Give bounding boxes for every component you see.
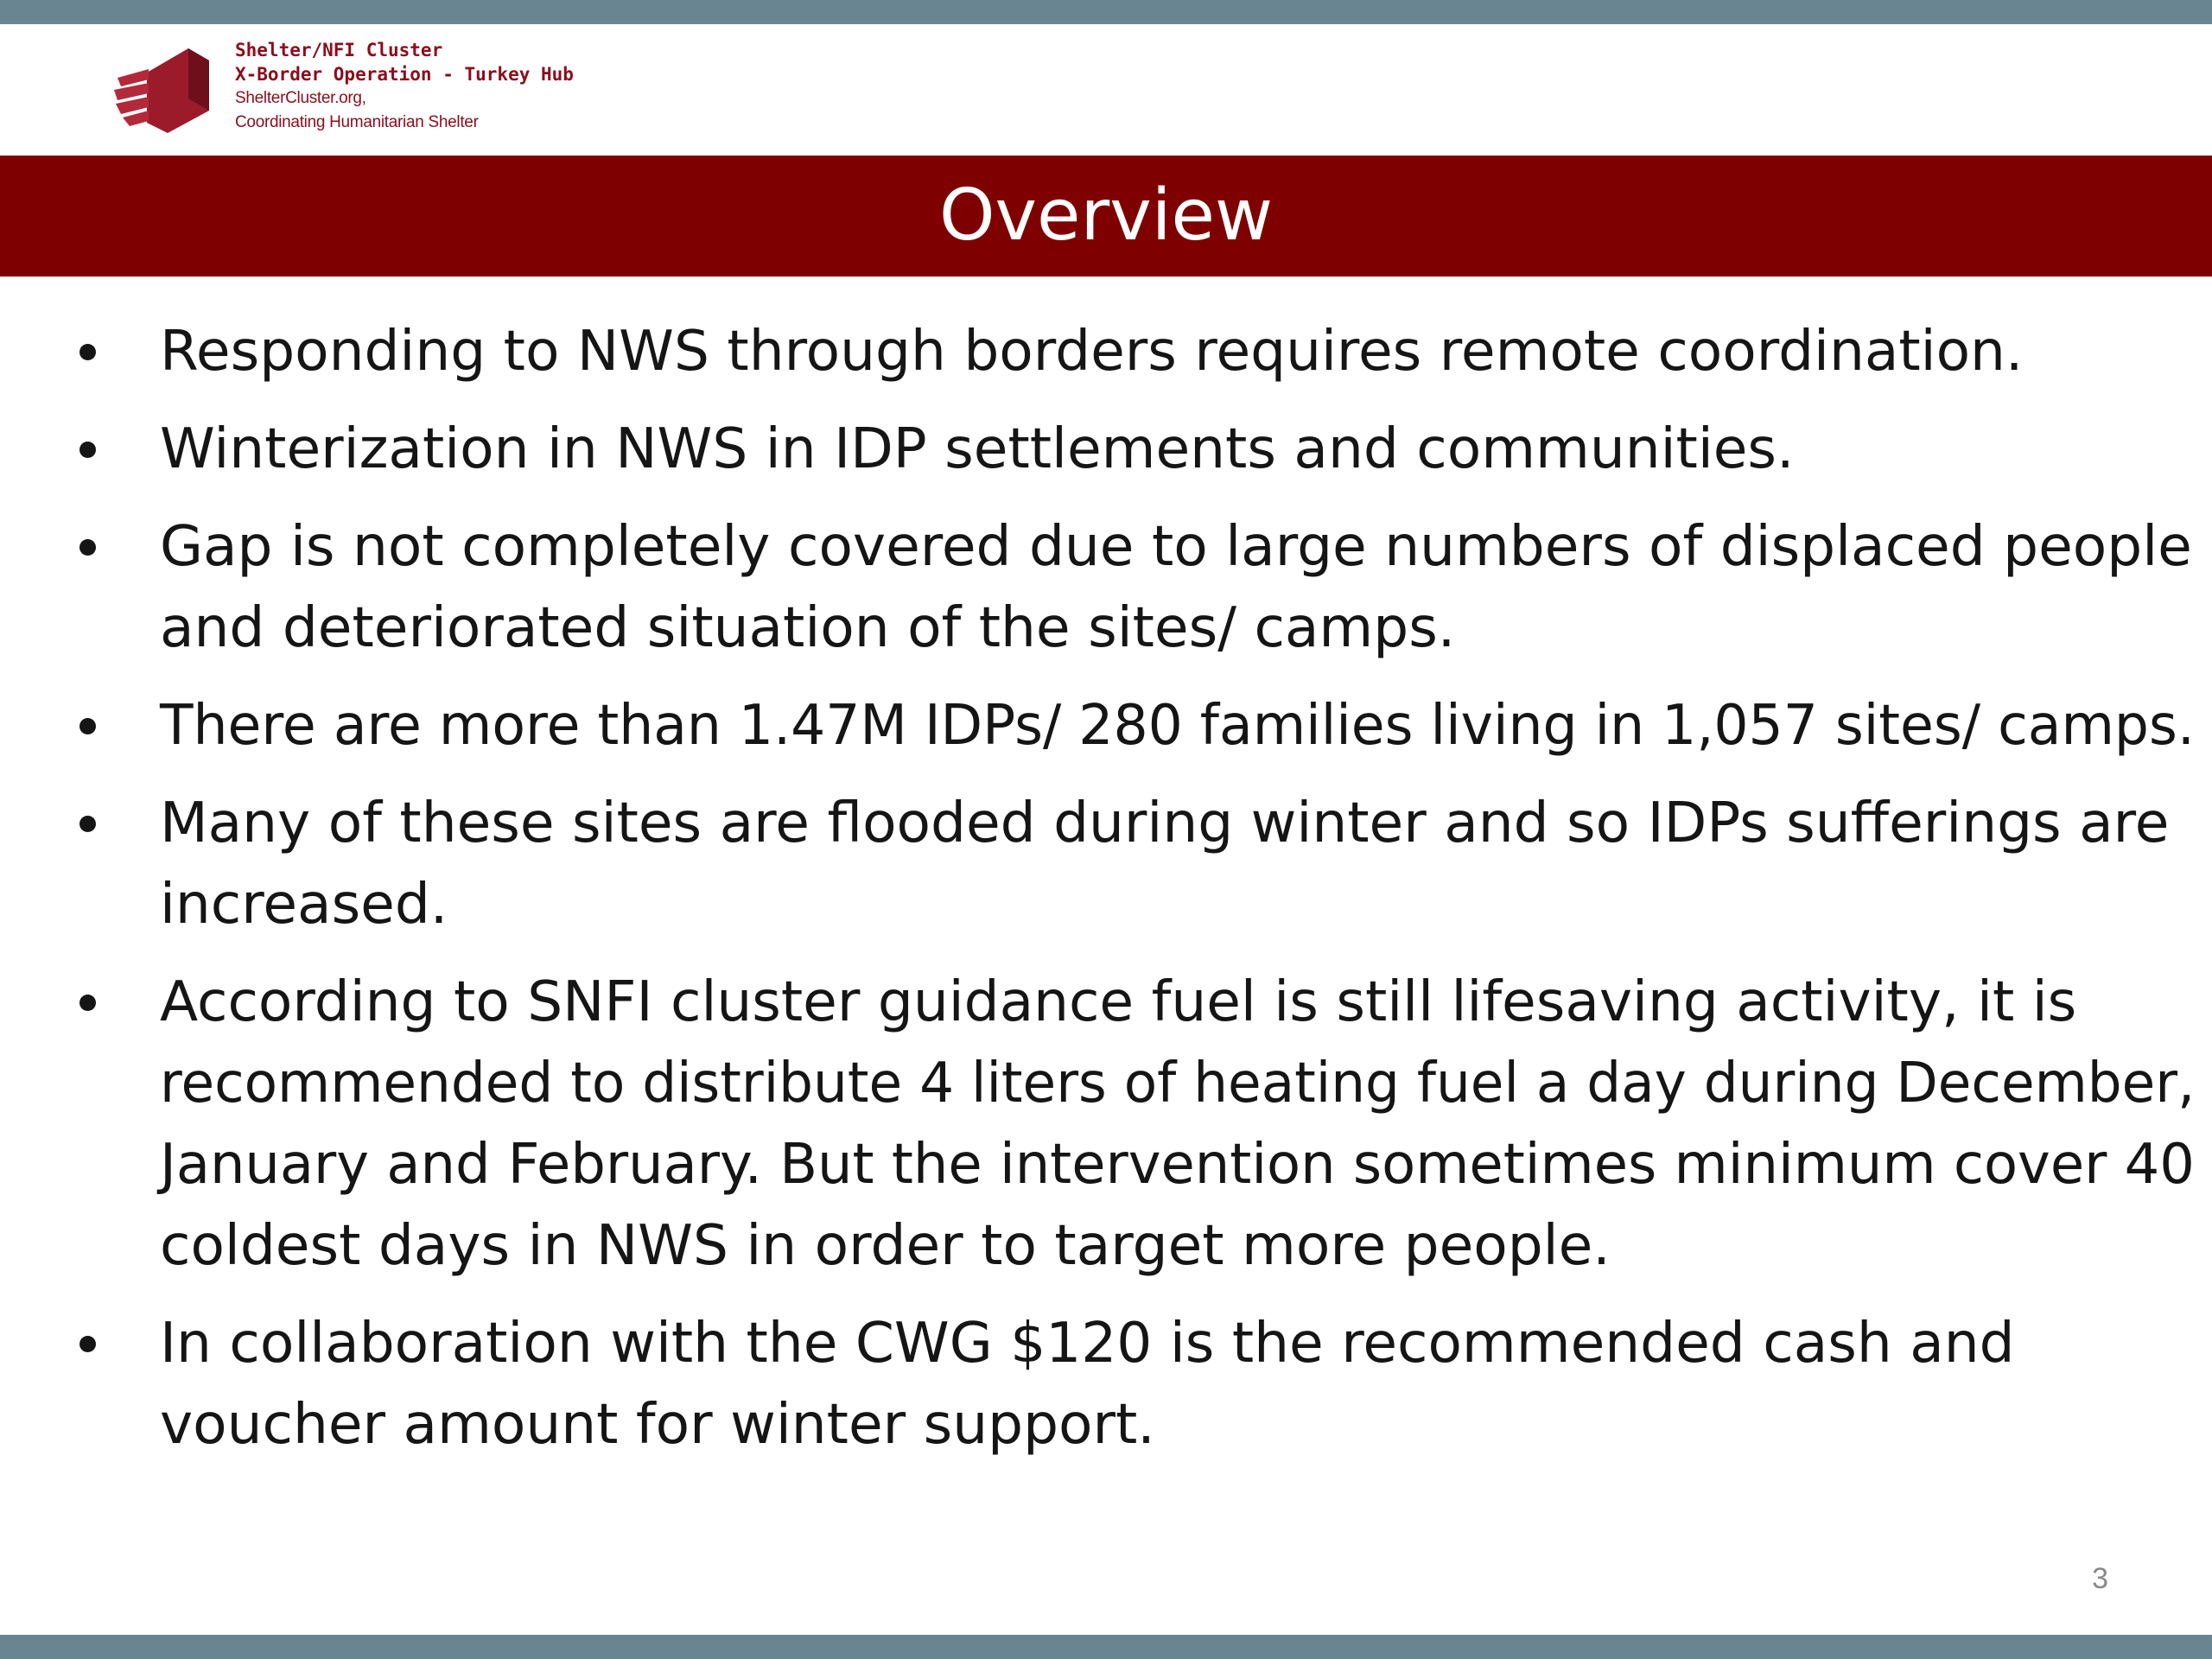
bullet-line: recommended to distribute 4 liters of heating fuel a day during December, [160,1051,2196,1116]
bullet-icon [79,816,96,832]
slide-title: Overview [938,175,1274,257]
bullet-line: and deteriorated situation of the sites/ camps. [160,595,1456,660]
bullet-line: Gap is not completely covered due to large numbers of displaced people [160,514,2192,579]
bullet-item [0,685,2212,766]
bottom-frame-bar [0,1635,2212,1659]
bullet-item [0,506,2212,669]
bullet-line: Responding to NWS through borders requires remote coordination. [160,319,2024,384]
bullet-line: increased. [160,872,448,937]
bullet-icon [79,718,96,734]
title-band [0,156,2212,276]
bullet-icon [79,1336,96,1352]
bullet-item [0,783,2212,945]
org-name: Shelter/NFI Cluster [235,40,443,60]
bullet-line: According to SNFI cluster guidance fuel is still lifesaving activity, it is [160,969,2077,1034]
bullet-item [0,962,2212,1287]
bullet-icon [79,442,96,458]
bullet-line: Winterization in NWS in IDP settlements and communities. [160,416,1795,481]
top-frame-bar [0,0,2212,24]
operation-name: X-Border Operation - Turkey Hub [235,64,574,85]
bullet-item [0,409,2212,490]
page-number: 3 [2092,1562,2108,1595]
bullet-line: Many of these sites are flooded during winter and so IDPs sufferings are [160,791,2170,855]
bullet-icon [79,995,96,1011]
bullet-icon [79,539,96,556]
bullet-line: There are more than 1.47M IDPs/ 280 families living in 1,057 sites/ camps. [160,693,2195,758]
bullet-item [0,1303,2212,1465]
bullet-line: In collaboration with the CWG $120 is the recommended cash and [160,1311,2015,1376]
bullet-list [0,311,2212,1482]
bullet-icon [79,344,96,360]
website-text: ShelterCluster.org, [235,89,366,107]
hand-house-icon [114,43,218,133]
tagline-text: Coordinating Humanitarian Shelter [235,113,479,131]
shelter-cluster-logo [114,38,771,138]
bullet-line: January and February. But the intervention sometimes minimum cover 40 [160,1132,2195,1197]
bullet-item [0,311,2212,392]
bullet-line: coldest days in NWS in order to target more people. [160,1213,1611,1278]
bullet-line: voucher amount for winter support. [160,1392,1155,1457]
